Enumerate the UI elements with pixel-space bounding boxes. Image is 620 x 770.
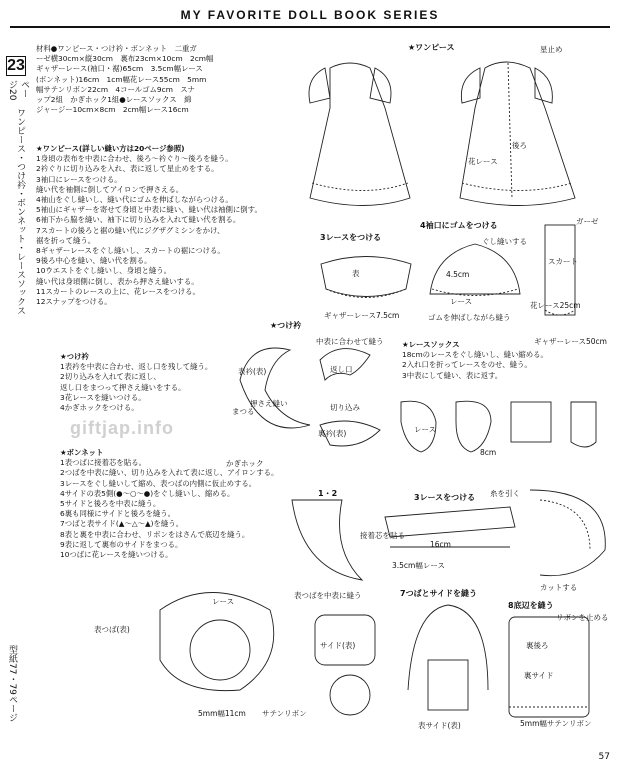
dress-steps-title: ★ワンピース(詳しい縫い方は20ページ参照) [36,144,185,153]
bonnet-lace-strip [385,507,515,537]
bonnet-side-pieces [310,610,410,720]
elastic-line [432,289,518,296]
socks-step: 2入れ口を折ってレースをのせ、縫う。 [402,360,532,370]
materials-line: (ボンネット)16cm 1cm幅花レース55cm 5mm [36,74,207,84]
dress-front-lace [312,183,408,191]
dress-step: 11スカートのレースの上に、花レースをつける。 [36,286,200,296]
socks-step: 3中表にして縫い、表に返す。 [402,370,503,380]
label-side: サイド(表) [320,641,356,650]
bonnet-step: 1表つばに接着芯を貼る。 [60,458,147,468]
label-hanalace25: 花レース25cm [530,301,581,310]
label-kaeshiguchi: 返し口 [330,365,353,374]
page-ref: ページ20 [7,80,29,101]
materials-block [36,44,213,115]
dress-step: 10ウエストをぐし縫いし、身頃と縫う。 [36,266,172,276]
socks-steps-title: ★レースソックス [402,340,460,349]
materials-line: ジャージー10cm×8cm 2cm幅レース16cm [36,105,189,115]
label-skirt: スカート [548,257,578,266]
dress-front-sleeve-r [370,68,391,103]
bonnet-step: 8表と裏を中表に合わせ、リボンをはさんで底辺を縫う。 [60,529,250,539]
label-omoteeri: 表衿(表) [238,367,267,376]
label-ribbon: 5mm幅11cm [198,709,246,718]
dress-step: 3袖口にレースをつける。 [36,174,122,184]
collar-step: 3花レースを縫いつける。 [60,392,146,402]
label-nakaomote: 中表に合わせて縫う [316,337,384,346]
dress-step: 6袖下から脇を縫い、袖下に切り込みを入れて縫い代を割る。 [36,215,241,225]
materials-line: 幅サテンリボン22cm 4コールゴム9cm スナ [36,84,195,94]
label-satin: サテンリボン [262,709,307,718]
socks-step: 18cmのレースをぐし縫いし、縫い縮める。 [402,350,548,360]
bonnet-step7-diagram [398,600,498,720]
sock-4 [571,402,596,447]
dress-step: 縫い代を袖側に倒してアイロンで押さえる。 [36,184,184,194]
header-rule [10,26,610,28]
series-title: MY FAVORITE DOLL BOOK SERIES [180,8,440,22]
materials-line: 材料●ワンピース・つけ衿・ボンネット 二重ガ [36,44,197,53]
label-gather-lace: ギャザーレース7.5cm [324,311,400,320]
lace-step-diagram [316,244,416,314]
bonnet-step: 4サイドの表5側(●〜○〜●)をぐし縫いし、縮める。 [60,488,235,498]
label-uraeri: 裏衿(表) [318,429,347,438]
bonnet-inner [190,620,250,680]
dress-step: 7スカートの後ろと裾の縫い代にジグザグミシンをかけ、 [36,225,225,235]
label-cm35: 3.5cm幅レース [392,561,445,570]
dress-front-sleeve-l [309,68,330,103]
page-number: 57 [598,752,610,762]
dress-step: 4袖山をぐし縫いし、縫い代にゴムを伸ばしながらつける。 [36,195,233,205]
dress-step: 裾を折って縫う。 [36,235,96,245]
bonnet-step7-title: 7つばとサイドを縫う [400,589,478,598]
label-hoshidome: 星止め [540,45,563,54]
sleeve-piece [321,257,411,297]
bonnet-outline [160,593,274,691]
dress-front-outline [310,63,410,206]
dress-step: 12スナップをつける。 [36,297,112,307]
side-column [6,56,29,358]
dress-step: 1身頃の表布を中表に合わせ、後ろ〜衿ぐり〜後ろを縫う。 [36,154,233,164]
collar-step: 返し口をまつって押さえ縫いをする。 [60,382,186,392]
label-uraushiro: 裏後ろ [526,641,549,650]
label-gomu: ゴムを伸ばしながら縫う [428,313,511,322]
label-oshie: 押さえ縫い [250,399,288,408]
bonnet-step: 6裏も同様にサイドと後ろを縫う。 [60,509,176,519]
label-sock-lace: レース [414,425,437,434]
label-omotetsuba: 表つば(表) [94,625,130,634]
collar-diagram [210,330,400,470]
bonnet-step8-title: 8底辺を縫う [508,601,554,610]
dress-step: 9後ろ中心を縫い、縫い代を割る。 [36,256,152,266]
sock-3 [511,402,551,442]
dress-back-center [508,63,512,198]
page-badge: 23 [7,57,25,74]
bonnet-lace-title: 3レースをつける [414,493,476,502]
bonnet-side-diagram [520,480,615,590]
label-hook: かぎホック [226,459,264,468]
label-cm45: 4.5cm [446,270,470,279]
dress-diagram-title: ★ワンピース [408,43,455,52]
label-hanalace: 花レース [468,157,498,166]
dress-step: 縫い代は身頃側に倒し、表から押さえ縫いする。 [36,276,199,286]
bonnet-side-stitch [540,500,590,550]
materials-line: ギャザーレース(袖口・裾)65cm 3.5cm幅レース [36,64,203,74]
dress-step: 8ギャザーレースをぐし縫いし、スカートの裾につける。 [36,246,225,256]
bonnet-step: 3レースをぐし縫いして縮め、表つばの内側に仮止めする。 [60,478,257,488]
socks-steps [402,340,548,381]
vertical-title: ワンピース・つけ衿・ボンネット・レースソックス [15,108,25,315]
back-piece [330,675,370,715]
sleeve-step-title: 4袖口にゴムをつける [420,221,498,230]
dress-back-sleeve-r [535,68,552,103]
label-gather50: ギャザーレース50cm [534,337,607,346]
bonnet-step: 9表に返して裏布のサイドをまつる。 [60,539,183,549]
materials-line: ーゼ横30cm×縦30cm 裏布23cm×10cm 2cm幅 [36,54,214,64]
label-lace: レース [450,297,473,306]
collar-steps [60,352,212,413]
sleeve-cap [430,244,520,294]
dress-back-outline [460,62,575,206]
label-cut: カットする [540,583,578,592]
label-kirikomi: 切り込み [330,403,360,412]
bonnet-step: 2つばを中表に縫い、切り込みを入れて表に返し、アイロンする。 [60,468,279,478]
label-cm16: 16cm [430,540,451,549]
label-ushiro: 後ろ [512,141,527,150]
lace-step-title: 3レースをつける [320,233,382,242]
bonnet-step: 10つばに花レースを縫いつける。 [60,550,173,560]
pattern-ref: 型紙77・79ページ [7,645,17,722]
collar-step: 1表衿を中表に合わせ、返し口を残して縫う。 [60,362,213,372]
bonnet-steps-title: ★ボンネット [60,448,104,457]
materials-line: ップ2組 かぎホック1組●レースソックス 綿 [36,95,192,105]
label-cm8: 8cm [480,448,497,457]
sock-2 [456,401,491,452]
bonnet-lace-diagram [380,502,520,562]
dress-steps [36,144,262,307]
bonnet-step8-diagram [504,612,604,732]
label-omoteside: 表サイド(表) [418,721,461,730]
label-kushi: ぐし縫いする [482,237,527,246]
label-itowohiku: 糸を引く [490,489,520,498]
label-omote: 表 [352,269,360,278]
label-satin2: 5mm幅サテンリボン [520,719,592,728]
bonnet-step: 5サイドと後ろを中表に縫う。 [60,499,161,509]
collar-step: 2切り込みを入れて表に返し、 [60,372,161,382]
step7-back [428,660,468,710]
bonnet-side-outline [530,490,605,576]
dress-back-lace [462,183,572,191]
step7-outline [408,605,488,690]
collar-diagram-title: ★つけ衿 [270,321,302,330]
label-mats: まつる [232,407,255,416]
dress-diagram [290,48,610,218]
dress-step: 5袖山にギャザーを寄せて身頃と中表に縫い、縫い代は袖側に倒す。 [36,205,262,215]
collar-step: 4かぎホックをつける。 [60,403,139,413]
bonnet-step12-title: 1・2 [318,489,338,498]
label-omotetsubaura: 表つばを中表に縫う [294,591,362,600]
label-ribbon-stop: リボンを止める [556,613,609,622]
collar-steps-title: ★つけ衿 [60,352,89,361]
skirt-diagram [540,220,600,330]
bonnet-step: 7つばと表サイド(▲〜△〜▲)を縫う。 [60,519,184,529]
label-uraside: 裏サイド [524,671,554,680]
label-setsuchakushin: 接着芯を貼る [360,531,405,540]
watermark: giftjap.info [70,418,174,438]
brim-piece [292,500,362,580]
label-gauze: ガーゼ [576,217,599,226]
dress-step: 2衿ぐりに切り込みを入れ、表に返して星止めをする。 [36,164,219,174]
label-bonnet-lace: レース [212,597,235,606]
step8-outline [509,617,589,717]
